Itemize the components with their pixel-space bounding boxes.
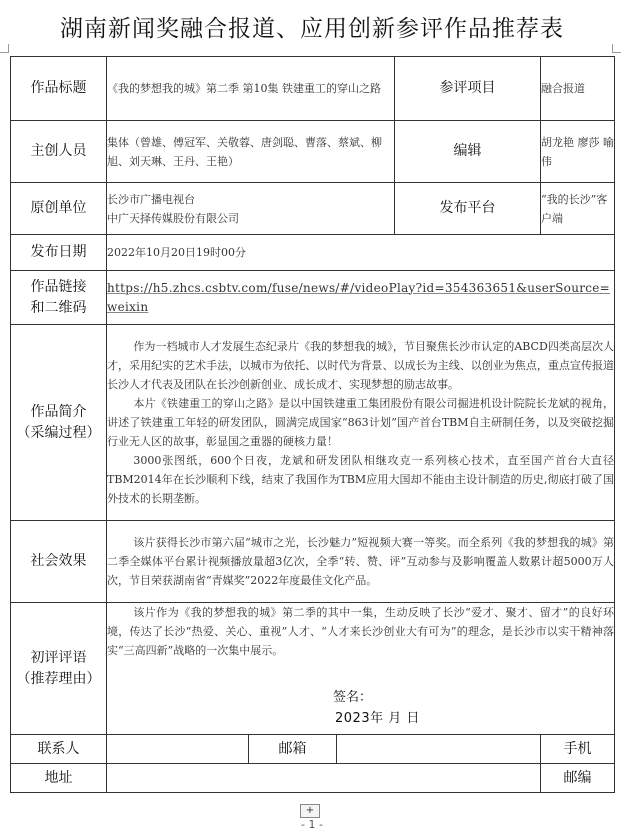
intro-label — [11, 325, 107, 521]
link-label — [11, 271, 107, 325]
document-title: 湖南新闻奖融合报道、应用创新参评作品推荐表 — [60, 16, 564, 42]
postcode-label: 邮编 — [541, 764, 615, 793]
link-label-line1: 作品链接 — [30, 278, 87, 295]
origin-unit-line2: 中广天择传媒股份有限公司 — [107, 211, 239, 225]
address-label: 地址 — [11, 764, 107, 793]
row-creators — [11, 121, 615, 183]
review-label-line2: （推荐理由） — [16, 670, 101, 687]
row-origin — [11, 183, 615, 235]
link-label-line2: 和二维码 — [30, 299, 87, 316]
intro-label-line2: （采编过程） — [16, 424, 101, 441]
origin-unit-value[interactable] — [107, 183, 395, 235]
row-address — [11, 764, 615, 793]
intro-label-line1: 作品简介 — [30, 403, 87, 420]
link-value-cell — [107, 271, 615, 325]
page-number: - 1 - — [301, 818, 323, 831]
platform-label: 发布平台 — [395, 183, 541, 235]
intro-paragraph-3: 3000张图纸，600个日夜，龙斌和研发团队相继攻克一系列核心技术，直至国产首台大直径TBM2014年在长沙顺利下线，结束了我国作为TBM应用大国却不能由主设计制造的历史,彻底打破了国外技术的长期垄断。 — [107, 454, 615, 505]
crop-mark-right — [612, 44, 621, 53]
intro-paragraph-1: 作为一档城市人才发展生态纪录片《我的梦想我的城》，节目聚焦长沙市认定的ABCD四类高层次人才，采用纪实的艺术手法，以城市为依托、以时代为背景、以成长为主线、以创业为焦点，重点宣传报道长沙人才代表及团队在长沙创新创业、成长成才、实现梦想的励志故事。 — [107, 340, 615, 391]
intro-value[interactable] — [107, 325, 615, 521]
phone-label: 手机 — [541, 735, 615, 764]
row-publish-date — [11, 235, 615, 271]
crop-mark-left — [0, 44, 9, 53]
platform-value[interactable]: “我的长沙”客户端 — [541, 183, 615, 235]
row-link — [11, 271, 615, 325]
signature-block — [107, 688, 614, 730]
row-social-effect — [11, 521, 615, 603]
add-page-button[interactable]: + — [300, 804, 320, 818]
social-effect-paragraph: 该片获得长沙市第六届“城市之光，长沙魅力”短视频大赛一等奖。而全系列《我的梦想我的城》第二季全媒体平台累计视频播放量超3亿次，全季“转、赞、评”互动参与及影响覆盖人数累计超5000万人次，节目荣获湖南省“青媒奖”2022年度最佳文化产品。 — [107, 536, 615, 587]
origin-unit-line1: 长沙市广播电视台 — [107, 192, 195, 206]
recommendation-form-table — [10, 56, 615, 793]
row-review — [11, 603, 615, 735]
work-title-value[interactable]: 《我的梦想我的城》第二季 第10集 铁建重工的穿山之路 — [107, 57, 395, 121]
entry-category-value[interactable]: 融合报道 — [541, 57, 615, 121]
review-paragraph: 该片作为《我的梦想我的城》第二季的其中一集，生动反映了长沙“爱才、聚才、留才”的良好环境，传达了长沙“热爱、关心、重视”人才、“人才来长沙创业大有可为”的理念，是长沙市以实干精神落实“三高四新”战略的一次集中展示。 — [107, 606, 615, 657]
entry-category-label: 参评项目 — [395, 57, 541, 121]
row-contact — [11, 735, 615, 764]
signature-date: 2023年 月 日 — [335, 711, 420, 726]
publish-date-value[interactable]: 2022年10月20日19时00分 — [107, 235, 615, 271]
signature-label: 签名： — [333, 690, 373, 705]
address-value[interactable] — [107, 764, 541, 793]
publish-date-label: 发布日期 — [11, 235, 107, 271]
editor-label: 编辑 — [395, 121, 541, 183]
mailbox-label: 邮箱 — [249, 735, 337, 764]
row-work-title — [11, 57, 615, 121]
social-effect-value[interactable] — [107, 521, 615, 603]
work-link[interactable]: https://h5.zhcs.csbtv.com/fuse/news/#/videoPlay?id=354363651&userSource=weixin — [107, 280, 611, 314]
work-title-label: 作品标题 — [11, 57, 107, 121]
intro-paragraph-2: 本片《铁建重工的穿山之路》是以中国铁建重工集团股份有限公司掘进机设计院院长龙斌的视角，讲述了铁建重工年轻的研发团队，圆满完成国家“863计划”国产首台TBM自主研制任务，以及突破挖掘行业无人区的故事，彰显国之重器的硬核力量！ — [107, 397, 615, 448]
creators-value[interactable]: 集体（曾雄、傅冠军、关敬蓉、唐剑聪、曹落、蔡斌、柳旭、刘天琳、王丹、王艳） — [107, 121, 395, 183]
row-intro — [11, 325, 615, 521]
social-effect-label: 社会效果 — [11, 521, 107, 603]
review-label — [11, 603, 107, 735]
origin-unit-label: 原创单位 — [11, 183, 107, 235]
review-value[interactable] — [107, 603, 615, 735]
contact-person-label: 联系人 — [11, 735, 107, 764]
creators-label: 主创人员 — [11, 121, 107, 183]
editor-value[interactable]: 胡龙艳 廖莎 喻伟 — [541, 121, 615, 183]
contact-person-value[interactable] — [107, 735, 249, 764]
mailbox-value[interactable] — [337, 735, 541, 764]
review-label-line1: 初评评语 — [30, 649, 87, 666]
